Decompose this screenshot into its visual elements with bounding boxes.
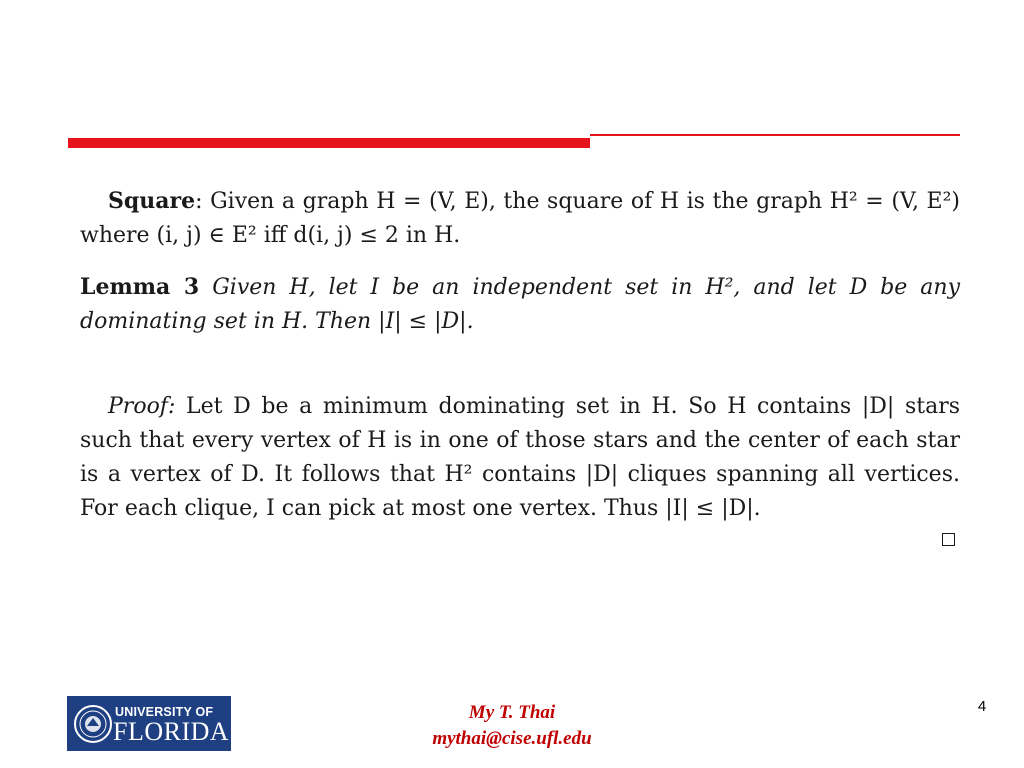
definition-term: Square bbox=[108, 188, 196, 214]
header-rule-thin bbox=[590, 134, 960, 136]
page-number: 4 bbox=[977, 698, 987, 715]
header-rule-thick bbox=[68, 138, 590, 148]
footer-email: mythai@cise.ufl.edu bbox=[432, 728, 592, 749]
footer-author: My T. Thai bbox=[468, 702, 556, 723]
footer-credit bbox=[380, 700, 644, 752]
university-logo bbox=[67, 696, 231, 751]
qed-square-icon bbox=[942, 533, 955, 546]
proof-paragraph bbox=[80, 390, 960, 526]
university-seal-icon bbox=[73, 704, 113, 744]
lemma-label: Lemma 3 bbox=[80, 274, 200, 300]
definition-text: : Given a graph H = (V, E), the square of H is the graph H² = (V, E²) where (i, j) ∈ E² iff d(i, j) ≤ 2 in H. bbox=[80, 189, 960, 248]
proof-label: Proof: bbox=[108, 394, 176, 419]
lemma-paragraph bbox=[80, 270, 960, 339]
logo-line2: FLORIDA bbox=[113, 717, 230, 746]
definition-paragraph bbox=[80, 184, 960, 253]
logo-line1: UNIVERSITY OF bbox=[115, 705, 214, 719]
lemma-text: Given H, let I be an independent set in H², and let D be any dominating set in H. Then |I| ≤ |D|. bbox=[80, 275, 960, 334]
proof-text: Let D be a minimum dominating set in H. So H contains |D| stars such that every vertex of H is in one of those stars and the center of each star is a vertex of D. It follows that H² contains |D| cliques spanning all vertices. For each clique, I can pick at most one vertex. Thus |I| ≤ |D|. bbox=[80, 394, 960, 521]
